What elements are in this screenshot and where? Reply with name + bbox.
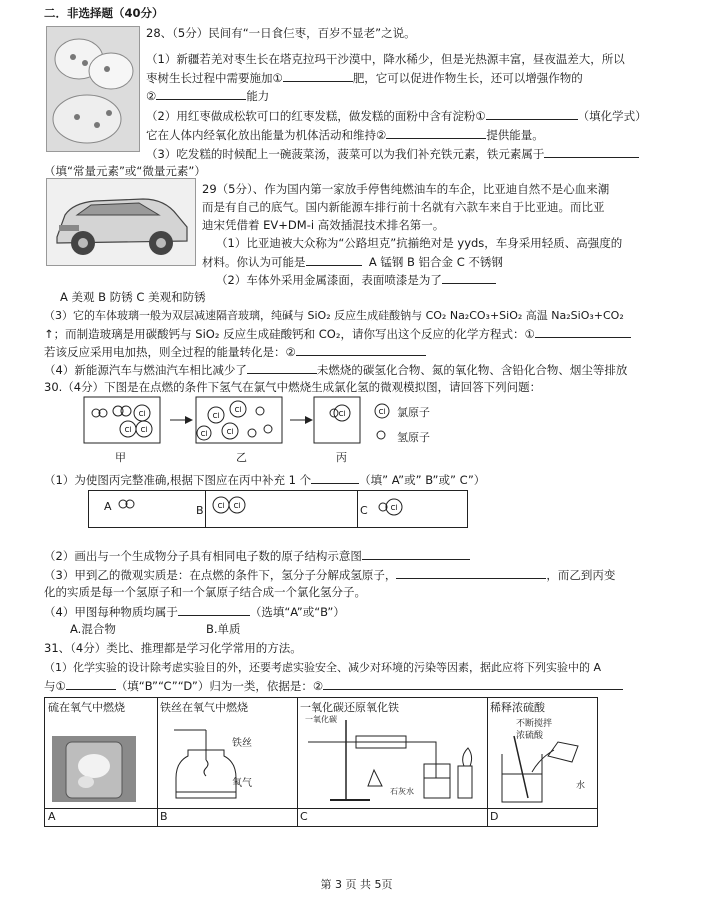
q28-line7: （3）吃发糕的时候配上一碗菠菜汤，菠菜可以为我们补充铁元素，铁元素属于 <box>146 147 545 161</box>
answer-blank[interactable] <box>442 272 496 284</box>
label-jia: 甲 <box>115 451 126 464</box>
answer-blank[interactable] <box>323 678 623 690</box>
option-b-molecule <box>210 494 250 516</box>
q29-line5: 材料。你认为可能是 <box>202 255 306 269</box>
chlorine-atom-label: Cl <box>234 406 242 414</box>
section-title: 二．非选择题（40分） <box>44 6 164 20</box>
chlorine-atom-label: Cl <box>378 408 386 416</box>
exp-c-letter: C <box>300 810 308 823</box>
dilution-apparatus <box>494 716 594 808</box>
car-image <box>46 178 196 266</box>
q31-line1: 31、（4分）类比、推理都是学习化学常用的方法。 <box>44 641 302 655</box>
q30-q4b: （选填“A”或“B”） <box>249 605 345 619</box>
answer-blank[interactable] <box>362 548 470 560</box>
q30-q3b: ，而乙到丙变 <box>546 568 616 582</box>
exp-b-title: 铁丝在氧气中燃烧 <box>160 701 248 714</box>
q30-q4-option-b: B.单质 <box>206 622 241 636</box>
answer-blank[interactable] <box>156 88 246 100</box>
q29-line8: （3）它的车体玻璃一般为双层减速隔音玻璃，纯碱与 SiO₂ 反应生成硅酸钠与 CO₂ Na₂CO₃+SiO₂ 高温 Na₂SiO₃+CO₂ <box>44 309 624 322</box>
exp-a-letter: A <box>48 810 56 823</box>
q29-line10: 若该反应采用电加热，则全过程的能量转化是：② <box>44 345 296 359</box>
sulfur-burning-photo <box>52 736 136 802</box>
exp-b-letter: B <box>160 810 168 823</box>
q28-line5b: （填化学式） <box>577 109 647 123</box>
answer-blank[interactable] <box>66 678 116 690</box>
exp-a-title: 硫在氧气中燃烧 <box>48 701 125 714</box>
page-footer: 第 3 页 共 5页 <box>320 878 393 891</box>
answer-blank[interactable] <box>486 108 578 120</box>
chlorine-atom-label: Cl <box>390 504 398 512</box>
option-c-label: C <box>360 504 368 517</box>
exp-d-title: 稀释浓硫酸 <box>490 701 545 714</box>
answer-blank[interactable] <box>396 567 546 579</box>
q28-line4b: 能力 <box>246 89 270 103</box>
chlorine-atom-label: Cl <box>338 410 346 418</box>
q29-line2: 而是有自己的底气。国内新能源车排行前十名就有六款车来自于比亚迪。而比亚 <box>202 200 605 214</box>
q30-q3: （3）甲到乙的微观实质是：在点燃的条件下，氢分子分解成氢原子， <box>44 568 397 582</box>
q29-line4: （1）比亚迪被大众称为“公路坦克”抗揃绝对是 yyds，车身采用轻质、高强度的 <box>216 236 623 250</box>
q30-q1b: （填” A”或” B”或” C”） <box>359 473 486 487</box>
option-a-molecule <box>116 496 140 512</box>
q29-line5b: A 锰钢 B 铝合金 C 不锈钢 <box>368 255 503 269</box>
q31-line2: （1）化学实验的设计除考虑实验目的外，还要考虑实验安全、减少对环境的污染等因素，据此应将下列实验中的 A <box>44 661 602 674</box>
chlorine-atom-label: Cl <box>212 412 220 420</box>
exp-c-title: 一氧化碳还原氧化铁 <box>300 701 399 714</box>
label-co: 一氧化碳 <box>305 715 337 724</box>
q28-line3b: 肥，它可以促进作物生长，还可以增强作物的 <box>352 71 583 85</box>
q28-line6: 它在人体内经氧化放出能量为机体活动和维持② <box>146 128 387 142</box>
exp-d-letter: D <box>490 810 499 823</box>
q30-q3c: 化的实质是每一个氢原子和一个氯原子结合成一个氯化氢分子。 <box>44 585 366 599</box>
q30-q1: （1）为使图丙完整准确,根据下图应在丙中补充 1 个 <box>44 473 312 487</box>
chlorine-atom-label: Cl <box>226 428 234 436</box>
answer-blank[interactable] <box>535 326 631 338</box>
chlorine-atom-label: Cl <box>217 502 225 510</box>
label-water: 水 <box>576 781 586 791</box>
q31-line3: 与① <box>44 679 66 693</box>
label-lime-water: 石灰水 <box>390 787 414 796</box>
jujube-image <box>46 26 140 152</box>
q28-line2: （1）新疆若羌对枣生长在塔克拉玛干沙漠中，降水稀少，但是光热源丰富，昼夜温差大，所以 <box>146 52 625 66</box>
answer-blank[interactable] <box>386 127 486 139</box>
q30-q4: （4）甲图每种物质均属于 <box>44 605 178 619</box>
q29-line9: ↑；而制造玻璃是用碳酸钙与 SiO₂ 反应生成硅酸钙和 CO₂，请你写出这个反应的化学方程式：① <box>44 327 535 341</box>
iron-wire-apparatus <box>166 716 256 806</box>
q30-q2: （2）画出与一个生成物分子具有相同电子数的原子结构示意图 <box>44 549 362 563</box>
q28-line6b: 提供能量。 <box>486 128 544 142</box>
answer-blank[interactable] <box>296 344 426 356</box>
chlorine-atom-label: Cl <box>200 430 208 438</box>
answer-blank[interactable] <box>311 472 359 484</box>
label-oxygen: 氧气 <box>232 778 252 789</box>
options-box <box>88 490 468 528</box>
q28-line3: 枣树生长过程中需要施加① <box>146 71 283 85</box>
chlorine-atom-label: Cl <box>138 410 146 418</box>
chlorine-atom-label: Cl <box>124 426 132 434</box>
q29-line11b: 未燃烧的碳氢化合物、氮的氧化物、含铅化合物、烟尘等排放 <box>316 363 628 377</box>
q29-line3: 迪宋凭借着 EV+DM-i 高效插混技术排名第一。 <box>202 218 445 232</box>
q28-line5: （2）用红枣做成松软可口的红枣发糕，做发糕的面粉中含有淀粉① <box>146 109 486 123</box>
q29-line1: 29（5分）、作为国内第一家放手停售纯燃油车的车企，比亚迪自然不是心血来潮 <box>202 182 610 196</box>
q29-line7: A 美观 B 防锈 C 美观和防锈 <box>60 290 206 304</box>
q29-line6: （2）车体外采用金属漆面，表面喷漆是为了 <box>216 273 442 287</box>
answer-blank[interactable] <box>306 254 362 266</box>
label-iron-wire: 铁丝 <box>232 738 252 749</box>
legend-chlorine: 氯原子 <box>397 406 430 419</box>
answer-blank[interactable] <box>247 362 317 374</box>
chlorine-atom-label: Cl <box>140 426 148 434</box>
option-c-molecule <box>374 496 410 518</box>
label-acid: 浓硫酸 <box>516 731 544 741</box>
label-bing: 丙 <box>336 451 347 464</box>
q28-line4: ② <box>146 89 157 103</box>
legend-hydrogen: 氢原子 <box>397 431 430 444</box>
chlorine-atom-label: Cl <box>233 502 241 510</box>
label-yi: 乙 <box>236 451 247 464</box>
answer-blank[interactable] <box>283 70 353 82</box>
option-b-label: B <box>196 504 204 517</box>
label-stir: 不断搅拌 <box>516 719 553 729</box>
q30-line1: 30.（4分）下图是在点燃的条件下氢气在氯气中燃烧生成氯化氢的微观模拟图，请回答下列问题： <box>44 380 542 394</box>
q28-line1: 28、（5分）民间有“一日食仨枣，百岁不显老”之说。 <box>146 26 416 40</box>
answer-blank[interactable] <box>178 604 250 616</box>
q28-line8: （填“常量元素”或“微量元素”） <box>44 164 206 178</box>
q30-q4-option-a: A.混合物 <box>70 622 116 636</box>
option-a-label: A <box>104 500 112 513</box>
q31-line3b: （填“B”“C”“D”）归为一类，依据是：② <box>115 679 324 693</box>
q29-line11: （4）新能源汽车与燃油汽车相比减少了 <box>44 363 247 377</box>
answer-blank[interactable] <box>544 146 639 158</box>
